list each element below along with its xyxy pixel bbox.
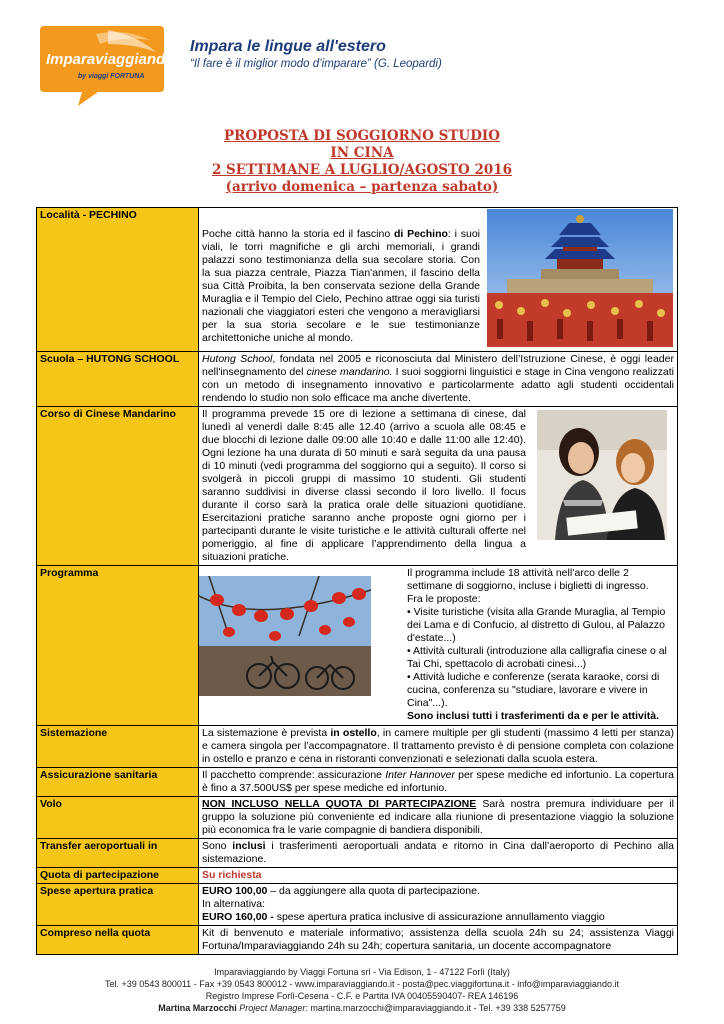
label-compreso: Compreso nella quota bbox=[37, 926, 199, 955]
footer-registry: Registro Imprese Forlì-Cesena - C.F. e Partita IVA 00405590407- REA 146196 bbox=[205, 991, 519, 1001]
students-studying-image bbox=[537, 410, 667, 540]
row-compreso bbox=[37, 926, 678, 955]
row-assicurazione bbox=[37, 768, 678, 797]
row-transfer bbox=[37, 839, 678, 868]
quota-value: Su richiesta bbox=[199, 868, 678, 884]
compreso-text: Kit di benvenuto e materiale informativo; assistenza della scuola 24h su 24; assistenza Viaggi Fortuna/Imparaviaggiando 24h su 24h; copertura sanitaria, un docente accompagnatore bbox=[199, 926, 678, 955]
row-quota bbox=[37, 868, 678, 884]
lanterns-street-image bbox=[199, 576, 371, 696]
label-programma: Programma bbox=[37, 566, 199, 726]
logo-subtitle: by viaggi FORTUNA bbox=[78, 73, 145, 80]
title-line-2: IN CINA bbox=[330, 145, 394, 161]
row-spese bbox=[37, 884, 678, 926]
assicurazione-text: Il pacchetto comprende: assicurazione Inter Hannover per spese mediche ed infortunio. La copertura è fino a 37.500US$ per spese mediche ed infortunio. bbox=[199, 768, 678, 797]
row-sistemazione bbox=[37, 726, 678, 768]
row-volo bbox=[37, 797, 678, 839]
label-quota: Quota di partecipazione bbox=[37, 868, 199, 884]
title-line-4: (arrivo domenica – partenza sabato) bbox=[225, 179, 499, 195]
imparaviaggiando-logo bbox=[38, 22, 166, 108]
sistemazione-text: La sistemazione è prevista in ostello, in camere multiple per gli studenti (massimo 4 letti per stanza) e camera singola per l’accompagnatore. Il trattamento previsto è di pensione completa con colazione in ostello e pranzo e cena in ristoranti convenzionati e selezionati dalla scuola estera. bbox=[199, 726, 678, 768]
programma-bullet-2: • Attività culturali (introduzione alla calligrafia cinese o al Tai Chi, spettacolo di acrobati cinesi...) bbox=[407, 645, 667, 670]
label-assicurazione: Assicurazione sanitaria bbox=[37, 768, 199, 797]
programma-bullet-3: • Attività ludiche e conferenze (serata karaoke, corsi di cucina, conferenza su "studiare, lavorare e vivere in Cina"...). bbox=[407, 671, 660, 709]
tagline-quote: “Il fare è il miglior modo d’imparare” (G. Leopardi) bbox=[190, 58, 442, 70]
label-spese: Spese apertura pratica bbox=[37, 884, 199, 926]
label-corso: Corso di Cinese Mandarino bbox=[37, 407, 199, 566]
page-footer bbox=[0, 966, 724, 1014]
label-localita: Località - PECHINO bbox=[37, 208, 199, 352]
footer-address: Imparaviaggiando by Viaggi Fortuna srl - Via Edison, 1 - 47122 Forlì (Italy) bbox=[214, 967, 510, 977]
logo-wordmark: Imparaviaggiando bbox=[46, 51, 166, 68]
footer-contacts: Tel. +39 0543 800011 - Fax +39 0543 800012 - www.imparaviaggiando.it - posta@pec.viaggifortuna.it - info@imparaviaggiando.it bbox=[105, 979, 619, 989]
label-transfer: Transfer aeroportuali in bbox=[37, 839, 199, 868]
corso-text: Il programma prevede 15 ore di lezione a settimana di cinese, dal lunedì al venerdì dalle 8:45 alle 12.40 (arrivo a scuola alle 08:45 e due blocchi di lezione dalle 09:00 alle 10:40 e dalle 11:00 alle 12:40). Ogni lezione ha una durata di 50 minuti e sarà seguita da una pausa di 10 minuti (vedi programma del soggiorno qui a seguito). Il corso si svolgerà in piccoli gruppi di massimo 10 studenti. Gli studenti saranno suddivisi in diverse classi secondo il loro livello. Il focus durante il corso sarà la pratica orale delle situazioni quotidiane. Esercitazioni pratiche saranno anche proposte ogni giorno per i partecipanti durante le visite turistiche e le attività culturali offerte nel pomeriggio, al fine di applicare l’apprendimento della lingua a situazioni pratiche. bbox=[202, 408, 526, 563]
temple-of-heaven-image bbox=[487, 209, 673, 347]
title-line-1: PROPOSTA DI SOGGIORNO STUDIO bbox=[223, 128, 500, 144]
programma-note: Sono inclusi tutti i trasferimenti da e per le attività. bbox=[407, 710, 660, 722]
footer-manager: Martina Marzocchi Project Manager: martina.marzocchi@imparaviaggiando.it - Tel. +39 338 5257759 bbox=[158, 1003, 566, 1013]
scuola-text: Hutong School, fondata nel 2005 e riconosciuta dal Ministero dell’Istruzione Cinese, è oggi leader nell'insegnamento del cinese mandarino. I suoi soggiorni linguistici e stage in Cina vengono realizzati con un metodo di insegnamento innovativo e particolarmente adatto agli studenti occidentali rendendo lo studio non solo efficace ma anche divertente. bbox=[199, 352, 678, 407]
tagline-title: Impara le lingue all'estero bbox=[190, 38, 386, 55]
label-volo: Volo bbox=[37, 797, 199, 839]
page-header bbox=[0, 0, 724, 110]
title-line-3: 2 SETTIMANE A LUGLIO/AGOSTO 2016 bbox=[211, 162, 513, 178]
row-scuola bbox=[37, 352, 678, 407]
programma-bullet-1: • Visite turistiche (visita alla Grande Muraglia, al Tempio dei Lama e di Confucio, al distretto di Gulou, al Palazzo d'estate...) bbox=[407, 606, 666, 644]
row-programma bbox=[37, 566, 678, 726]
row-localita bbox=[37, 208, 678, 352]
page-title bbox=[0, 128, 724, 196]
localita-text: Poche città hanno la storia ed il fascino di Pechino: i suoi viali, le torri magnifiche e gli archi memoriali, i grandi palazzi sono testimonianza della sua secolare storia. Con la sua piazza centrale, Piazza Tian'anmen, il fascino della sua Città Proibita, la ben conservata sezione della Grande Muraglia e il Tempio del Cielo, Pechino attrae oggi sia turisti nazionali che viaggiatori esteri che vengono a meravigliarsi per la sua storia secolare e le sue testimonianze architettoniche uniche al mondo. bbox=[202, 228, 480, 344]
label-scuola: Scuola – HUTONG SCHOOL bbox=[37, 352, 199, 407]
volo-text: NON INCLUSO NELLA QUOTA DI PARTECIPAZIONE Sarà nostra premura individuare per il gruppo la soluzione più conveniente ed indicare alla riunione di presentazione viaggio la soluzione più economica fra le varie compagnie di bandiera disponibili. bbox=[199, 797, 678, 839]
row-corso bbox=[37, 407, 678, 566]
tagline bbox=[190, 38, 442, 70]
programma-text: Il programma include 18 attività nell’arco delle 2 settimane di soggiorno, incluse i biglietti di ingresso. Fra le proposte: • Visite turistiche (visita alla Grande Muraglia, al Tempio dei Lama e di Confucio, al distretto di Gulou, al Palazzo d'estate...) • Attività culturali (introduzione alla calligrafia cinese o al Tai Chi, spettacolo di acrobati cinesi...) • Attività ludiche e conferenze (serata karaoke, corsi di cucina, conferenza su "studiare, lavorare e vivere in Cina"...). Sono inclusi tutti i trasferimenti da e per le attività. bbox=[371, 566, 674, 725]
program-table bbox=[36, 207, 678, 955]
transfer-text: Sono inclusi i trasferimenti aeroportuali andata e ritorno in Cina dall’aeroporto di Pechino alla sistemazione. bbox=[199, 839, 678, 868]
spese-text: EURO 100,00 – da aggiungere alla quota di partecipazione. In alternativa: EURO 160,00 - spese apertura pratica inclusive di assicurazione annullamento viaggio bbox=[199, 884, 678, 926]
label-sistemazione: Sistemazione bbox=[37, 726, 199, 768]
